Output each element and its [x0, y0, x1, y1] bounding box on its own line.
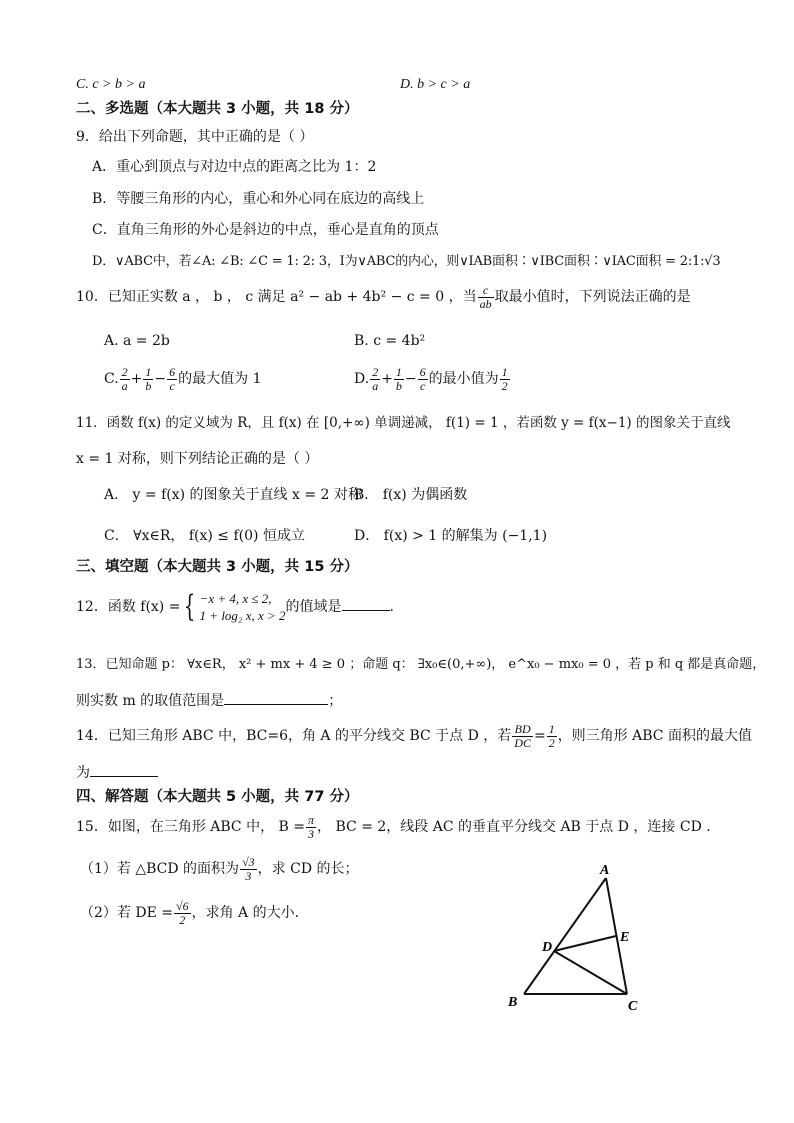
q11-stem-line2: x = 1 对称，则下列结论正确的是（ ） [76, 451, 319, 467]
q9-stem: 9．给出下列命题，其中正确的是（ ） [76, 129, 314, 145]
label-d: D [542, 940, 553, 955]
label-a: A [600, 863, 610, 878]
q8-option-c: C. c > b > a [76, 77, 146, 92]
section-fill-in-heading: 三、填空题（本大题共 3 小题，共 15 分） [76, 559, 359, 575]
q9-option-d: D．∨ABC中，若∠A: ∠B: ∠C = 1: 2: 3，I为∨ABC的内心，则∨IAB面积∶∨IBC面积∶∨IAC面积 = 2:1:√3 [92, 254, 721, 269]
q12-piecewise: −x + 4, x ≤ 2, 1 + log₂ x, x > 2 [199, 591, 286, 623]
segment-cd [554, 951, 627, 994]
q15-stem: 15．如图，在三角形 ABC 中， B = $\frac{\pi}{3}$ ， BC = 2，线段 AC 的垂直平分线交 AB 于点 D ，连接 CD . [76, 812, 711, 841]
label-c: C [628, 999, 638, 1014]
triangle-figure [496, 858, 656, 1018]
q13-answer-blank[interactable] [224, 690, 328, 705]
q11-option-a: A． y = f(x) 的图象关于直线 x = 2 对称 [104, 487, 362, 503]
q15-part2: （2）若 DE = $\frac{√6}{2}$ ，求角 A 的大小. [80, 898, 300, 927]
q10-stem-part1: 10．已知正实数 a ， b ， c 满足 a² − ab + 4b² − c = 0 ，当 [76, 289, 477, 305]
q14-answer-blank[interactable] [90, 762, 158, 777]
segment-ab [524, 878, 606, 994]
q14-stem-line1: 14．已知三角形 ABC 中，BC=6，角 A 的平分线交 BC 于点 D ，若 $\frac{BD}{DC}$ = $\frac{1}{2}$ ，则三角形 ABC 面积的最大值 [76, 721, 752, 750]
q10-stem-part2: 取最小值时，下列说法正确的是 [494, 289, 691, 305]
q10-stem [76, 282, 691, 312]
q9-option-c: C．直角三角形的外心是斜边的中点，垂心是直角的顶点 [92, 222, 439, 238]
label-e: E [620, 930, 630, 945]
q10-fraction: $\frac{c}{ab}$ [479, 282, 492, 311]
q15-part1: （1）若 △BCD 的面积为 $\frac{√3}{3}$ ，求 CD 的长； [80, 854, 359, 883]
q12-answer-blank[interactable] [342, 596, 390, 611]
q12-brace: { [184, 589, 196, 624]
q11-option-d: D． f(x) > 1 的解集为 (−1,1) [354, 528, 548, 544]
q11-option-c: C． ∀x∈R， f(x) ≤ f(0) 恒成立 [104, 528, 305, 544]
q12-stem: 12．函数 f(x) = { −x + 4, x ≤ 2, 1 + log₂ x, x > 2 的值域是 . [76, 589, 394, 624]
q13-stem-line1: 13．已知命题 p： ∀x∈R， x² + mx + 4 ≥ 0 ；命题 q： ∃x₀∈(0,+∞)， e^x₀ − mx₀ = 0 ，若 p 和 q 都是真命题， [76, 657, 766, 672]
q13-stem-line2: 则实数 m 的取值范围是 ； [76, 690, 342, 710]
q10-option-a: A. a = 2b [104, 333, 170, 349]
label-b: B [508, 995, 518, 1010]
q10-option-d: D. $\frac{2}{a}$ + $\frac{1}{b}$ − $\frac{6}{c}$ 的最小值为 $\frac{1}{2}$ [354, 364, 508, 393]
section-solution-heading: 四、解答题（本大题共 5 小题，共 77 分） [76, 789, 359, 805]
q11-option-b: B． f(x) 为偶函数 [354, 487, 468, 503]
q9-option-b: B．等腰三角形的内心，重心和外心同在底边的高线上 [92, 191, 425, 207]
q10-option-b: B. c = 4b² [354, 333, 426, 349]
q11-stem-line1: 11．函数 f(x) 的定义域为 R，且 f(x) 在 [0,+∞) 单调递减， f(1) = 1 ，若函数 y = f(x−1) 的图象关于直线 [76, 415, 731, 431]
q9-option-a: A．重心到顶点与对边中点的距离之比为 1：2 [92, 159, 377, 175]
q8-option-d: D. b > c > a [400, 77, 471, 92]
q14-stem-line2: 为 [76, 762, 158, 782]
section-multiple-choice-heading: 二、多选题（本大题共 3 小题，共 18 分） [76, 101, 359, 117]
q10-option-c: C. $\frac{2}{a}$ + $\frac{1}{b}$ − $\frac{6}{c}$ 的最大值为 1 [104, 364, 262, 393]
